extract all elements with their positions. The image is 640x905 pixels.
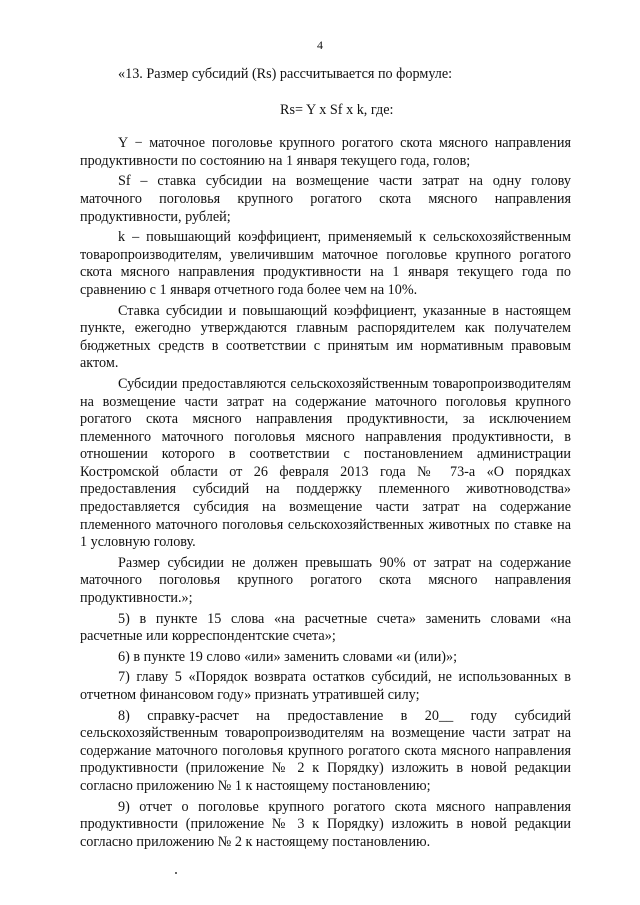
- definition-sf: Sf – ставка субсидии на возмещение части затрат на одну голову маточного поголовья крупного рогатого скота мясного направления продуктивности, рублей;: [80, 173, 571, 225]
- paragraph-limit: Размер субсидии не должен превышать 90% от затрат на содержание маточного поголовья крупного рогатого скота мясного направления продуктивности.»;: [80, 554, 571, 607]
- definition-y: Y − маточное поголовье крупного рогатого скота мясного направления продуктивности по состоянию на 1 января текущего года, голов;: [80, 135, 571, 169]
- definition-k: k – повышающий коэффициент, применяемый к сельскохозяйственным товаропроизводителям, увеличившим маточное поголовье крупного рогатого скота мясного направления продуктивности на 1 января текущего года по сравнению с 1 января отчетного года более чем на 10%.: [80, 229, 571, 298]
- paragraph-rate: Ставка субсидии и повышающий коэффициент, указанные в настоящем пункте, ежегодно утверждаются главным распорядителем как получателем бюджетных средств в соответствии с принятым им нормативным правовым актом.: [80, 302, 571, 372]
- formula: Rs= Y x Sf x k, где:: [280, 101, 394, 118]
- page-number: 4: [317, 38, 323, 52]
- amendment-6: 6) в пункте 19 слово «или» заменить словами «и (или)»;: [118, 648, 458, 665]
- document-body: [80, 66, 571, 854]
- scan-speck: [175, 872, 177, 874]
- section-heading: «13. Размер субсидий (Rs) рассчитывается по формуле:: [118, 66, 453, 82]
- amendment-7: 7) главу 5 «Порядок возврата остатков субсидий, не использованных в отчетном финансовом году» признать утратившей силу;: [80, 669, 571, 703]
- amendment-9: 9) отчет о поголовье крупного рогатого скота мясного направления продуктивности (приложение № 3 к Порядку) изложить в новой редакции согласно приложению № 2 к настоящему постановлению.: [80, 798, 571, 850]
- amendment-8: 8) справку-расчет на предоставление в 20__ году субсидий сельскохозяйственным товаропроизводителям на возмещение части затрат на содержание маточного поголовья крупного рогатого скота мясного направления продуктивности (приложение № 2 к Порядку) изложить в новой редакции согласно приложению № 1 к настоящему постановлению;: [80, 707, 571, 794]
- paragraph-subsidies: Субсидии предоставляются сельскохозяйственным товаропроизводителям на возмещение части затрат на содержание маточного поголовья крупного рогатого скота мясного направления продуктивности, за исключением племенного маточного поголовья мясного направления продуктивности, в отношении которого в соответствии с постановлением администрации Костромской области от 26 февраля 2013 года № 73-а «О порядках предоставления субсидий на поддержку племенного животноводства» предоставляется субсидия на возмещение части затрат на содержание племенного маточного поголовья сельскохозяйственных животных по ставке на 1 условную голову.: [80, 375, 571, 551]
- amendment-5: 5) в пункте 15 слова «на расчетные счета» заменить словами «на расчетные или корреспондентские счета»;: [80, 610, 571, 645]
